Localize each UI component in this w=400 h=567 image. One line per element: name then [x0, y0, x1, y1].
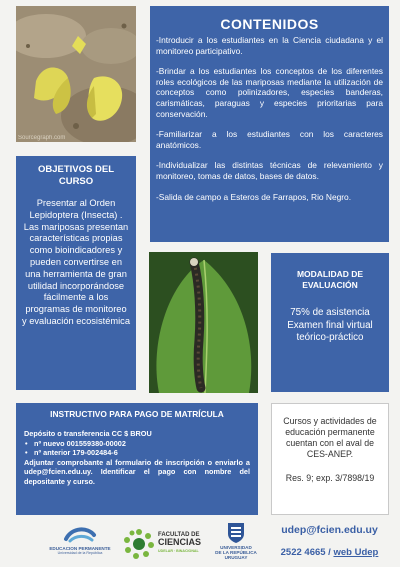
- modalidad-title: [277, 269, 383, 291]
- ep-sub: Universidad de la República: [57, 550, 103, 555]
- pago-title: INSTRUCTIVO PARA PAGO DE MATRÍCULA: [50, 409, 224, 419]
- contenidos-item: -Individualizar las distintas técnicas de relevamiento y monitoreo, tomas de datos, bases de datos.: [156, 160, 383, 181]
- educacion-permanente-logo: [40, 525, 120, 563]
- udelar-line3: URUGUAY: [224, 554, 248, 560]
- contenidos-item: -Familiarizar a los estudiantes con los caracteres anatómicos.: [156, 129, 383, 150]
- objetivos-panel: [16, 156, 136, 390]
- modalidad-title-line: MODALIDAD DE: [296, 269, 364, 279]
- pago-line: Depósito o transferencia CC $ BROU: [24, 429, 152, 438]
- contact-phone-web: [262, 547, 397, 558]
- web-udep-link[interactable]: web Udep: [333, 547, 379, 558]
- aval-box: [271, 403, 389, 515]
- objetivos-title: [22, 164, 130, 188]
- aval-text: Cursos y actividades de educación permanente cuentan con el aval de CES-ANEP.: [283, 416, 377, 459]
- caterpillar-photo: [149, 252, 258, 393]
- objetivos-body: Presentar al Orden Lepidoptera (Insecta) . Las mariposas presentan características propias como bioindicadores y pueden convertirse en una herramienta de gran utilidad incorporándose fácilmente a los programas de monitoreo y evaluación ecosistémica: [22, 198, 130, 326]
- butterflies-photo: [16, 6, 136, 142]
- account-list: [24, 439, 250, 458]
- account-item: • nº anterior 179-002484-6: [34, 448, 250, 458]
- modalidad-line: 75% de asistencia: [290, 307, 370, 318]
- educacion-permanente-icon: [62, 525, 98, 545]
- pago-instructions: Adjuntar comprobante al formulario de inscripción o enviarlo a udep@fcien.edu.uy. Identificar el pago con nombre del depositante y curso.: [24, 457, 250, 486]
- fc-line1: FACULTAD DE: [158, 532, 200, 538]
- account-item: • nº nuevo 001559380-00002: [34, 439, 250, 449]
- objetivos-title-line: OBJETIVOS DEL: [37, 164, 114, 175]
- fc-line2: CIENCIAS: [158, 537, 202, 548]
- fc-line3: UDELAR · BINACIONAL: [158, 548, 199, 553]
- contenidos-item: -Introducir a los estudiantes en la Ciencia ciudadana y el monitoreo participativo.: [156, 35, 383, 56]
- resolution-text: Res. 9; exp. 3/7898/19: [285, 473, 375, 483]
- objetivos-title-line: CURSO: [58, 176, 94, 187]
- contenidos-title: CONTENIDOS: [220, 16, 319, 32]
- modalidad-title-line: EVALUACIÓN: [302, 280, 358, 290]
- udelar-logo: [213, 522, 259, 566]
- modalidad-panel: [271, 253, 389, 392]
- udelar-line2: DE LA REPÚBLICA: [215, 549, 257, 555]
- modalidad-line: Examen final virtual: [287, 319, 373, 331]
- contenidos-item: -Brindar a los estudiantes los conceptos de los diferentes roles ecológicos de las mariposas mediante la utilización de conceptos como polinizadores, especies banderas, carismáticas, paraguas y especies prioritarias para conservación.: [156, 66, 383, 119]
- pago-panel: [16, 403, 258, 515]
- photo-watermark: Sourcegraph.com: [18, 135, 66, 141]
- contact-email: udep@fcien.edu.uy: [281, 524, 378, 536]
- udelar-shield-icon: [227, 522, 245, 544]
- ep-name: EDUCACION PERMANENTE: [49, 546, 111, 551]
- udelar-line1: UNIVERSIDAD: [220, 545, 252, 550]
- contenidos-item: -Salida de campo a Esteros de Farrapos, Rio Negro.: [156, 191, 352, 202]
- facultad-ciencias-icon: [123, 528, 155, 560]
- modalidad-line: teórico-práctico: [296, 332, 364, 343]
- contact-phone: 2522 4665 /: [280, 547, 331, 558]
- contenidos-panel: [150, 6, 389, 242]
- facultad-ciencias-logo: [123, 524, 213, 564]
